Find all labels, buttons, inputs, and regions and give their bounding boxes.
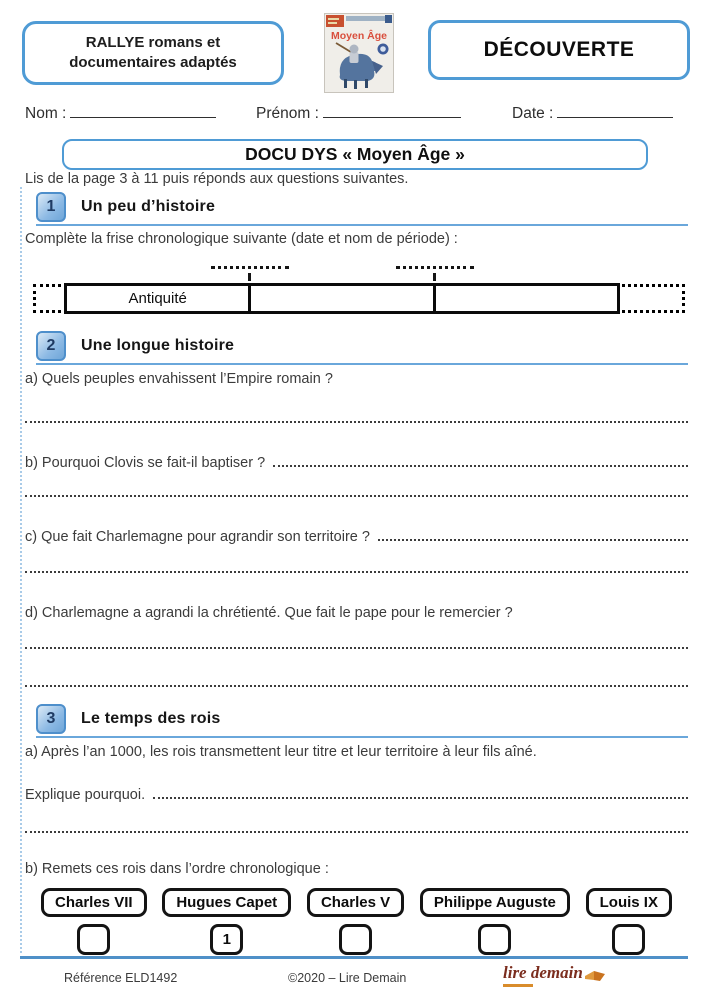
question-2d-text: d) Charlemagne a agrandi la chrétienté. Que fait le pape pour le remercier ?	[25, 605, 513, 621]
timeline-box	[64, 283, 620, 314]
question-3a	[25, 744, 688, 760]
question-2a	[25, 371, 688, 387]
rally-line1: RALLYE romans et	[85, 33, 221, 51]
question-2a-text: a) Quels peuples envahissent l’Empire romain ?	[25, 371, 333, 387]
king-column-charles-v	[307, 888, 404, 955]
question-3a-explain-text: Explique pourquoi.	[25, 787, 146, 803]
footer-copyright: ©2020 – Lire Demain	[288, 971, 407, 985]
section-2-title: Une longue histoire	[81, 337, 235, 354]
lire-demain-logo-tagline-bar	[503, 984, 533, 987]
answer-dotted-leader	[153, 787, 688, 799]
king-order-box: 1	[210, 924, 243, 955]
section-3-header	[36, 704, 688, 738]
king-order-box	[339, 924, 372, 955]
instruction-text: Lis de la page 3 à 11 puis réponds aux questions suivantes.	[25, 171, 409, 187]
doc-title-box	[62, 139, 648, 170]
king-column-charles-vii	[41, 888, 147, 955]
timeline	[25, 262, 690, 318]
question-2b	[25, 455, 688, 471]
section-3-title: Le temps des rois	[81, 710, 221, 727]
section-2-header	[36, 331, 688, 365]
prenom-label: Prénom :	[256, 105, 319, 122]
level-box	[428, 20, 690, 80]
answer-dotted-leader	[273, 455, 688, 467]
king-column-hugues-capet	[162, 888, 291, 955]
timeline-date-blank-2	[396, 266, 474, 269]
answer-dotted-line	[25, 831, 688, 833]
timeline-cell-3	[433, 286, 617, 311]
section-1-header	[36, 192, 688, 226]
section-1-prompt-text: Complète la frise chronologique suivante (date et nom de période) :	[25, 231, 458, 247]
rally-line2: documentaires adaptés	[69, 54, 237, 71]
cover-logo-badge	[326, 15, 344, 27]
king-name-box: Charles V	[307, 888, 404, 917]
kings-row	[25, 888, 688, 955]
answer-dotted-line	[25, 421, 688, 423]
timeline-tick-1	[248, 273, 251, 281]
section-3-number-badge	[36, 704, 66, 734]
section-3-number: 3	[46, 710, 56, 727]
timeline-cell-antiquite: Antiquité	[128, 290, 187, 307]
book-cover-title: Moyen Âge	[330, 30, 388, 42]
left-dotted-guide	[20, 187, 22, 953]
book-cover-art	[324, 13, 394, 93]
king-order-box	[612, 924, 645, 955]
date-blank	[557, 104, 673, 118]
timeline-date-blank-1	[211, 266, 289, 269]
footer-divider-line	[20, 956, 688, 959]
question-2d	[25, 605, 688, 621]
king-name-box: Louis IX	[586, 888, 672, 917]
prenom-blank	[323, 104, 461, 118]
question-3a-explain	[25, 787, 688, 803]
date-label: Date :	[512, 105, 554, 122]
lire-demain-logo	[503, 964, 606, 987]
section-2-number: 2	[46, 337, 56, 354]
nom-blank	[70, 104, 216, 118]
answer-dotted-line	[25, 571, 688, 573]
answer-dotted-line	[25, 495, 688, 497]
king-column-louis-ix	[586, 888, 672, 955]
rally-box	[22, 21, 284, 85]
footer-reference: Référence ELD1492	[64, 971, 178, 985]
section-1-number-badge	[36, 192, 66, 222]
book-cover	[324, 13, 394, 93]
question-2b-text: b) Pourquoi Clovis se fait-il baptiser ?	[25, 455, 266, 471]
answer-dotted-leader	[378, 529, 688, 541]
question-3b	[25, 861, 688, 877]
king-name-box: Hugues Capet	[162, 888, 291, 917]
question-2c	[25, 529, 688, 545]
timeline-tick-2	[433, 273, 436, 281]
answer-dotted-line	[25, 647, 688, 649]
answer-dotted-line	[25, 685, 688, 687]
question-3a-text: a) Après l’an 1000, les rois transmettent leur titre et leur territoire à leur fils aîné.	[25, 744, 537, 760]
prenom-field	[256, 104, 461, 123]
king-name-box: Philippe Auguste	[420, 888, 570, 917]
nom-label: Nom :	[25, 105, 67, 122]
date-field	[512, 104, 673, 123]
king-order-box	[77, 924, 110, 955]
level-label: DÉCOUVERTE	[483, 38, 635, 61]
section-1-number: 1	[46, 198, 56, 215]
doc-title: DOCU DYS « Moyen Âge »	[245, 144, 465, 164]
king-order-box	[478, 924, 511, 955]
open-book-icon	[584, 964, 606, 982]
section-2-number-badge	[36, 331, 66, 361]
king-column-philippe-auguste	[420, 888, 570, 955]
timeline-cell-2	[248, 286, 432, 311]
question-2c-text: c) Que fait Charlemagne pour agrandir son territoire ?	[25, 529, 370, 545]
section-1-prompt	[25, 231, 688, 247]
king-name-box: Charles VII	[41, 888, 147, 917]
section-1-title: Un peu d’histoire	[81, 198, 216, 215]
question-3b-text: b) Remets ces rois dans l’ordre chronologique :	[25, 861, 329, 877]
nom-field	[25, 104, 216, 123]
lire-demain-logo-text: lire demain	[503, 963, 583, 982]
